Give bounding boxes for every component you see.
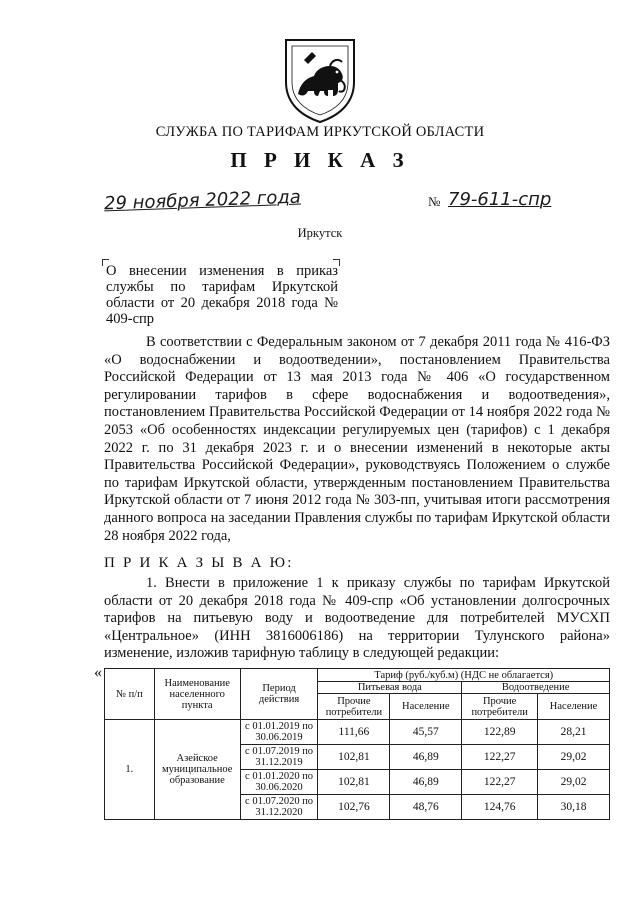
water-population-value: 48,76 — [390, 795, 462, 820]
header-water-other: Прочие потребители — [318, 694, 390, 720]
opening-quote: « — [94, 664, 102, 681]
water-population-value: 46,89 — [390, 745, 462, 770]
handwritten-date: 29 ноября 2022 года — [103, 186, 302, 215]
header-period: Период действия — [240, 669, 318, 720]
water-other-value: 111,66 — [318, 720, 390, 745]
order-clause-1: 1. Внести в приложение 1 к приказу службы по тарифам Иркутской области от 20 декабря 2018 года № 409-спр «Об установлении долгосрочных тарифов на питьевую воду и водоотведение для потребителей МУСХП «Центральное» (ИНН 3816006186) на территории Тулунского района» изменение, изложив тарифную таблицу в следующей редакции: — [104, 575, 610, 662]
header-locality: Наименование населенного пункта — [154, 669, 240, 720]
sewer-other-value: 122,89 — [462, 720, 538, 745]
header-sewer-other: Прочие потребители — [462, 694, 538, 720]
document-type: П Р И К А З — [230, 148, 410, 172]
document-subject: О внесении изменения в приказ службы по тарифам Иркутской области от 20 декабря 2018 года № 409-спр — [106, 263, 338, 327]
sewer-population-value: 30,18 — [538, 795, 610, 820]
period-cell: с 01.07.2019 по 31.12.2019 — [240, 745, 318, 770]
sewer-population-value: 29,02 — [538, 745, 610, 770]
row-number: 1. — [105, 720, 155, 820]
sewer-other-value: 124,76 — [462, 795, 538, 820]
header-sewerage: Водоотведение — [462, 682, 610, 694]
water-population-value: 46,89 — [390, 770, 462, 795]
table-row — [105, 720, 610, 745]
agency-name: СЛУЖБА ПО ТАРИФАМ ИРКУТСКОЙ ОБЛАСТИ — [155, 124, 485, 140]
coat-of-arms-icon — [282, 36, 358, 124]
water-other-value: 102,81 — [318, 770, 390, 795]
number-sign: № — [428, 194, 441, 209]
period-cell: с 01.01.2020 по 30.06.2020 — [240, 770, 318, 795]
sewer-other-value: 122,27 — [462, 745, 538, 770]
header-water-population: Население — [390, 694, 462, 720]
sewer-population-value: 28,21 — [538, 720, 610, 745]
header-tariff: Тариф (руб./куб.м) (НДС не облагается) — [318, 669, 610, 682]
header-sewer-population: Население — [538, 694, 610, 720]
locality-name: Азейское муниципальное образование — [154, 720, 240, 820]
water-other-value: 102,81 — [318, 745, 390, 770]
city-name: Иркутск — [297, 226, 343, 240]
handwritten-order-number: 79-611-спр — [448, 189, 552, 210]
water-population-value: 45,57 — [390, 720, 462, 745]
tariff-table — [104, 668, 610, 820]
water-other-value: 102,76 — [318, 795, 390, 820]
header-drinking-water: Питьевая вода — [318, 682, 462, 694]
header-number: № п/п — [105, 669, 155, 720]
sewer-other-value: 122,27 — [462, 770, 538, 795]
order-word: П Р И К А З Ы В А Ю: — [104, 555, 294, 571]
preamble-paragraph: В соответствии с Федеральным законом от 7 декабря 2011 года № 416-ФЗ «О водоснабжении и водоотведении», постановлением Правительства Российской Федерации от 13 мая 2013 года № 406 «О государственном регулировании тарифов в сфере водоснабжения и водоотведения», постановлением Правительства Российской Федерации от 14 ноября 2022 года № 2053 «Об особенностях индексации регулируемых цен (тарифов) с 1 декабря 2022 г. по 31 декабря 2023 г. и о внесении изменений в некоторые акты Правительства Российской Федерации», руководствуясь Положением о службе по тарифам Иркутской области, утвержденным постановлением Правительства Иркутской области от 7 июня 2012 года № 303-пп, учитывая итоги рассмотрения данного вопроса на заседании Правления службы по тарифам Иркутской области 28 ноября 2022 года, — [104, 334, 610, 544]
sewer-population-value: 29,02 — [538, 770, 610, 795]
period-cell: с 01.07.2020 по 31.12.2020 — [240, 795, 318, 820]
period-cell: с 01.01.2019 по 30.06.2019 — [240, 720, 318, 745]
